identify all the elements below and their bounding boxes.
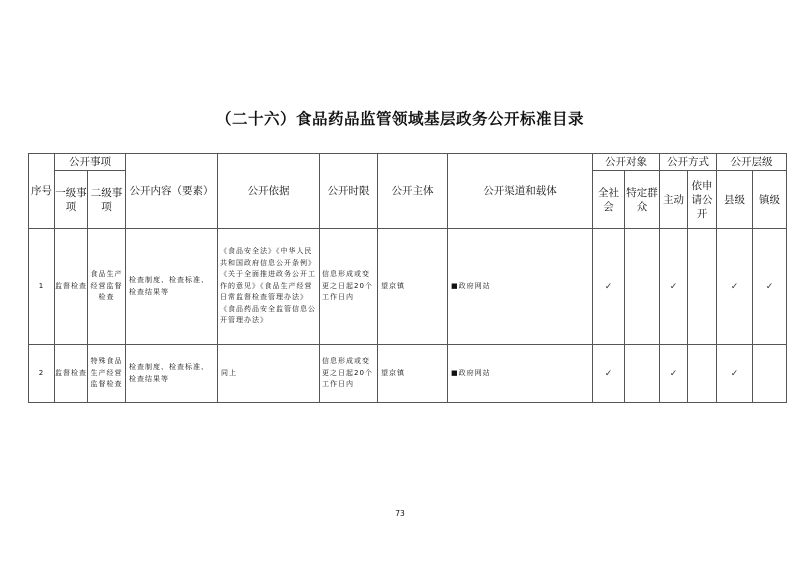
header-level2: 二级事项 [88, 171, 126, 229]
row-layer-town-check [753, 345, 787, 403]
header-time-limit: 公开时限 [320, 154, 378, 229]
header-channel: 公开渠道和载体 [448, 154, 593, 229]
header-target: 公开对象 [593, 154, 660, 171]
row-seq: 1 [29, 229, 55, 345]
header-subject: 公开主体 [378, 154, 448, 229]
row-target-specific-check [625, 345, 660, 403]
header-seq: 序号 [29, 154, 55, 229]
row-subject: 望京镇 [378, 345, 448, 403]
header-level1: 一级事项 [55, 171, 88, 229]
row-mode-apply-check [688, 229, 717, 345]
row-target-all-check: ✓ [593, 345, 625, 403]
row-level2: 食品生产经营监督检查 [88, 229, 126, 345]
row-target-specific-check [625, 229, 660, 345]
header-target-all: 全社会 [593, 171, 625, 229]
disclosure-standard-table [28, 153, 787, 403]
row-seq: 2 [29, 345, 55, 403]
row-basis: 《食品安全法》《中华人民共和国政府信息公开条例》《关于全面推进政务公开工作的意见》《食品生产经营日常监督检查管理办法》《食品药品安全监管信息公开管理办法》 [218, 229, 320, 345]
header-matter: 公开事项 [55, 154, 126, 171]
row-mode-apply-check [688, 345, 717, 403]
row-channel: ■政府网站 [448, 345, 593, 403]
row-layer-town-check: ✓ [753, 229, 787, 345]
row-content: 检查制度、检查标准、检查结果等 [126, 345, 218, 403]
row-layer-county-check: ✓ [717, 345, 753, 403]
header-mode-active: 主动 [660, 171, 688, 229]
header-basis: 公开依据 [218, 154, 320, 229]
row-target-all-check: ✓ [593, 229, 625, 345]
header-layer-town: 镇级 [753, 171, 787, 229]
row-time-limit: 信息形成或变更之日起20个工作日内 [320, 345, 378, 403]
header-layer: 公开层级 [717, 154, 787, 171]
table-row [29, 345, 787, 403]
header-mode: 公开方式 [660, 154, 717, 171]
row-subject: 望京镇 [378, 229, 448, 345]
table-row [29, 229, 787, 345]
row-level1: 监督检查 [55, 345, 88, 403]
row-level1: 监督检查 [55, 229, 88, 345]
header-target-specific: 特定群众 [625, 171, 660, 229]
header-content: 公开内容（要素） [126, 154, 218, 229]
row-basis: 同上 [218, 345, 320, 403]
header-mode-apply: 依申请公开 [688, 171, 717, 229]
header-layer-county: 县级 [717, 171, 753, 229]
row-layer-county-check: ✓ [717, 229, 753, 345]
row-level2: 特殊食品生产经营监督检查 [88, 345, 126, 403]
row-content: 检查制度、检查标准、检查结果等 [126, 229, 218, 345]
page-number: 73 [395, 509, 405, 518]
row-channel: ■政府网站 [448, 229, 593, 345]
row-mode-active-check: ✓ [660, 345, 688, 403]
row-mode-active-check: ✓ [660, 229, 688, 345]
page-title: （二十六）食品药品监管领域基层政务公开标准目录 [215, 109, 584, 128]
row-time-limit: 信息形成或变更之日起20个工作日内 [320, 229, 378, 345]
